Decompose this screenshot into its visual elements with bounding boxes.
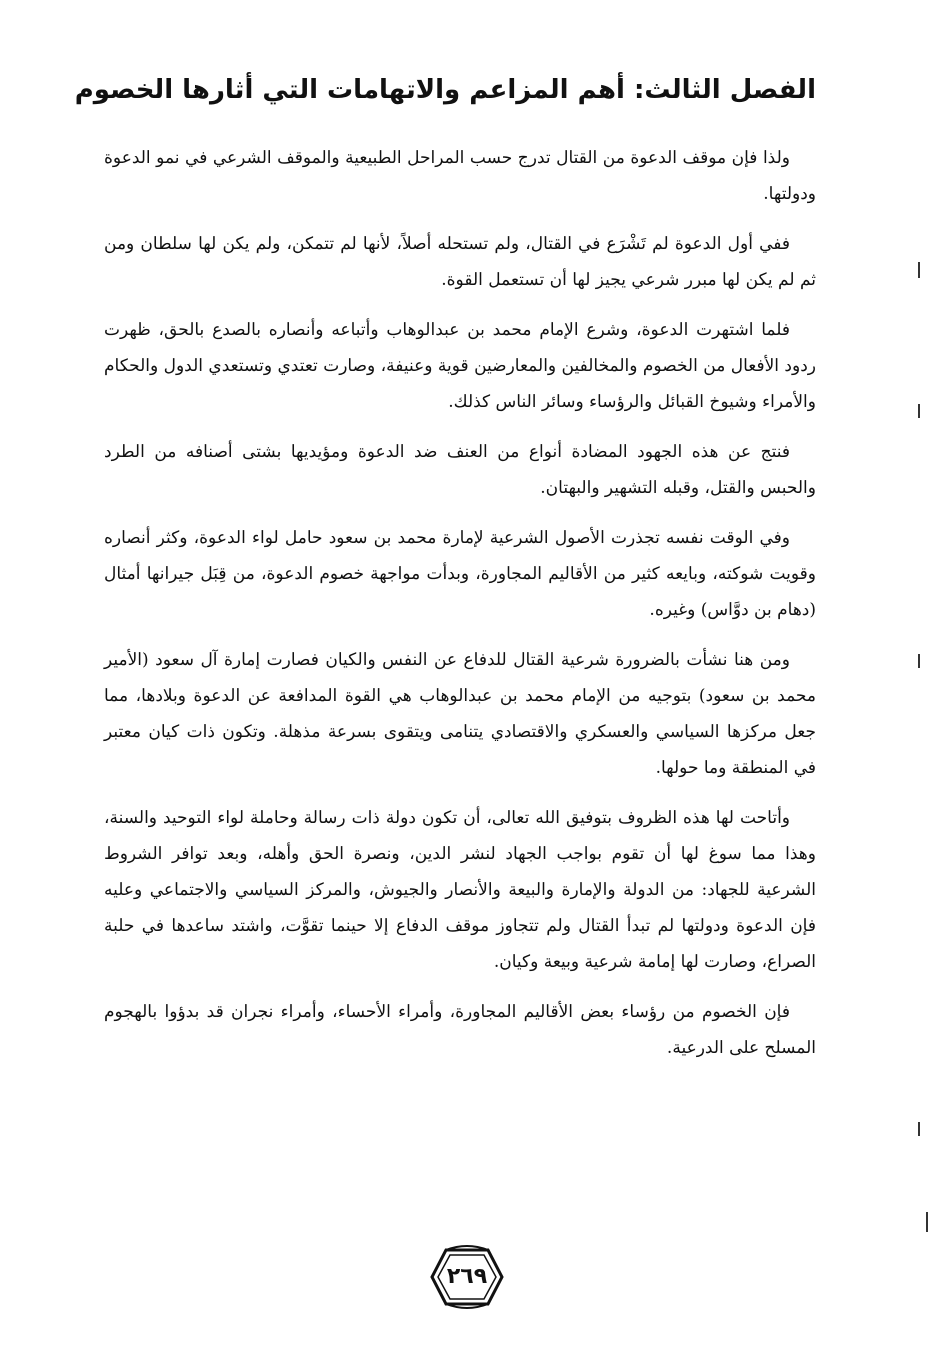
body-text [104, 140, 816, 1080]
margin-mark [918, 1122, 920, 1136]
paragraph: وأتاحت لها هذه الظروف بتوفيق الله تعالى، أن تكون دولة ذات رسالة وحاملة لواء التوحيد والسنة، وهذا مما سوغ لها أن تقوم بواجب الجهاد لنشر الدين، ونصرة الحق وأهله، وبعد توافر الشروط الشرعية للجهاد: من الدولة والإمارة والبيعة والأنصار والجيوش، والمركز السياسي والاجتماعي وعليه فإن الدعوة ودولتها لم تبدأ القتال ولم تتجاوز موقف الدفاع إلا حينما تقوَّت، واشتد ساعدها في حلبة الصراع، وصارت لها إمامة شرعية وبيعة وكيان. [104, 808, 816, 972]
paragraph: فنتج عن هذه الجهود المضادة أنواع من العنف ضد الدعوة ومؤيديها بشتى أصنافه من الطرد والحبس والقتل، وقبله التشهير والبهتان. [104, 442, 816, 498]
paragraph: ولذا فإن موقف الدعوة من القتال تدرج حسب المراحل الطبيعية والموقف الشرعي في نمو الدعوة ودولتها. [104, 148, 816, 204]
margin-mark [918, 404, 920, 418]
margin-mark [918, 654, 920, 668]
paragraph: وفي الوقت نفسه تجذرت الأصول الشرعية لإمارة محمد بن سعود حامل لواء الدعوة، وكثر أنصاره وقويت شوكته، وبايعه كثير من الأقاليم المجاورة، وبدأت مواجهة خصوم الدعوة، من قِبَل جيرانها أمثال (دهام بن دوَّاس) وغيره. [104, 528, 816, 620]
paragraph: فإن الخصوم من رؤساء بعض الأقاليم المجاورة، وأمراء الأحساء، وأمراء نجران قد بدؤوا بالهجوم المسلح على الدرعية. [104, 1002, 816, 1058]
paragraph: ومن هنا نشأت بالضرورة شرعية القتال للدفاع عن النفس والكيان فصارت إمارة آل سعود (الأمير محمد بن سعود) بتوجيه من الإمام محمد بن عبدالوهاب هي القوة المدافعة عن الدعوة وبلادها، مما جعل مركزها السياسي والعسكري والاقتصادي يتنامى ويتقوى بسرعة مذهلة. وتكون ذات كيان معتبر في المنطقة وما حولها. [104, 650, 816, 778]
page-number-badge [422, 1242, 512, 1312]
paragraph: فلما اشتهرت الدعوة، وشرع الإمام محمد بن عبدالوهاب وأتباعه وأنصاره بالصدع بالحق، ظهرت ردود الأفعال من الخصوم والمخالفين والمعارضين قوية وعنيفة، وصارت تعتدي وتستعدي الدول والحكام والأمراء وشيوخ القبائل والرؤساء وسائر الناس كذلك. [104, 320, 816, 412]
margin-mark [926, 1212, 928, 1232]
running-header [74, 62, 816, 110]
paragraph: ففي أول الدعوة لم تَشْرَع في القتال، ولم تستحله أصلاً، لأنها لم تتمكن، ولم يكن لها سلطان ومن ثم لم يكن لها مبرر شرعي يجيز لها أن تستعمل القوة. [104, 234, 816, 290]
page-number: ٢٦٩ [446, 1264, 488, 1289]
margin-mark [918, 262, 920, 278]
chapter-title: الفصل الثالث: أهم المزاعم والاتهامات التي أثارها الخصوم [74, 75, 816, 105]
